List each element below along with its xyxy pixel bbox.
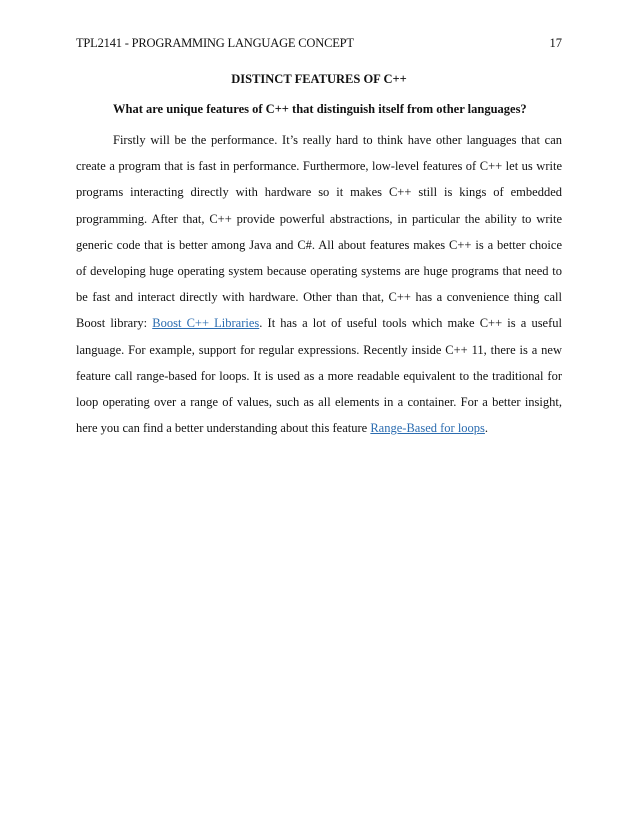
running-header (76, 34, 562, 52)
header-course-title: TPL2141 - PROGRAMMING LANGUAGE CONCEPT (76, 36, 354, 50)
section-question: What are unique features of C++ that distinguish itself from other languages? (113, 102, 527, 116)
body-text-part-3: . (484, 421, 489, 436)
range-based-for-loops-link[interactable]: Range-Based for loops (370, 421, 485, 436)
page-number: 17 (549, 36, 562, 50)
body-text-part-1: Firstly will be the performance. It’s really hard to think have other languages that can create a program that is fast in performance. Furthermore, low-level features of C++ let us write programs interacting directly with hardware so it makes C++ still is kings of embedded programming. After that, C++ provide powerful abstractions, in particular the ability to write generic code that is better among Java and C#. All about features makes C++ is a better choice of developing huge operating system because operating systems are huge programs that need to be fast and interact directly with hardware. Other than that, C++ has a convenience thing call Boost library: (76, 133, 562, 331)
body-paragraph (76, 127, 562, 441)
section-title: DISTINCT FEATURES OF C++ (231, 72, 407, 86)
boost-libraries-link[interactable]: Boost C++ Libraries (152, 316, 260, 331)
body-text-part-2: . It has a lot of useful tools which make C++ is a useful language. For example, support for regular expressions. Recently inside C++ 11, there is a new feature call range-based for loops. It is used as a more readable equivalent to the traditional for loop operating over a range of values, such as all elements in a container. For a better insight, here you can find a better understanding about this feature (76, 316, 562, 436)
